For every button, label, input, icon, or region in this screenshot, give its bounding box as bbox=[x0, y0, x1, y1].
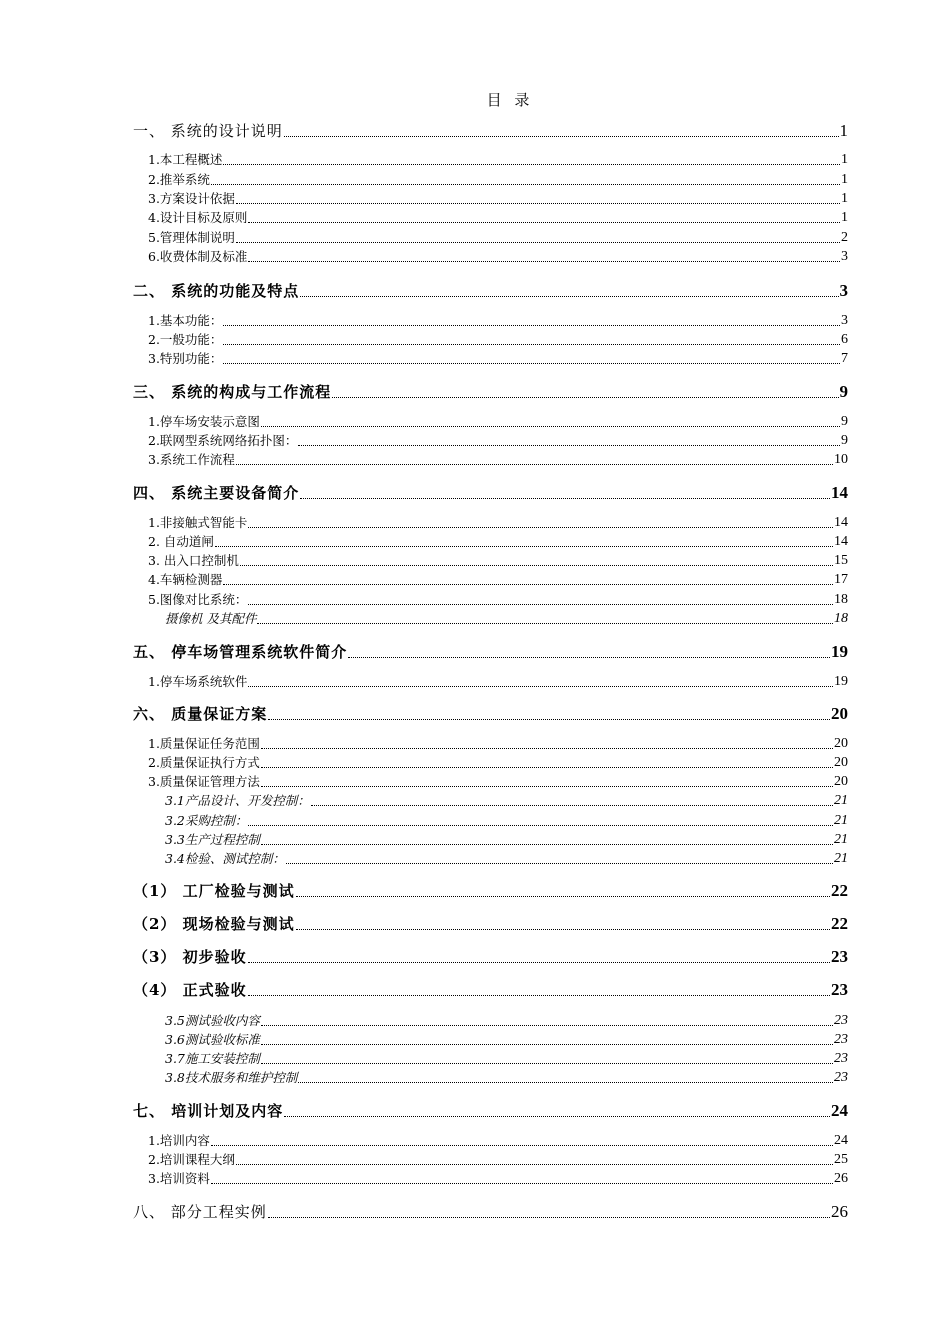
toc-entry-page-number: 23 bbox=[831, 980, 848, 999]
toc-entry-level-1[interactable] bbox=[133, 1201, 848, 1222]
toc-entry-page-number: 23 bbox=[831, 947, 848, 966]
toc-entry-label: 2.一般功能： bbox=[148, 332, 223, 347]
toc-entry-page-number: 9 bbox=[841, 414, 848, 429]
toc-entry-label: 摄像机 及其配件 bbox=[165, 611, 257, 626]
toc-entry-label: 3.6测试验收标准 bbox=[165, 1032, 260, 1047]
toc-entry-page-number: 21 bbox=[834, 851, 848, 866]
toc-entry-label: 3.3生产过程控制 bbox=[165, 832, 260, 847]
toc-entry-label: 三、 系统的构成与工作流程 bbox=[133, 383, 332, 401]
toc-entry-level-2[interactable] bbox=[148, 330, 848, 348]
toc-entry-page-number: 1 bbox=[841, 210, 848, 225]
toc-entry-level-2[interactable] bbox=[148, 349, 848, 367]
dot-leader bbox=[300, 498, 830, 499]
dot-leader bbox=[257, 623, 833, 624]
toc-entry-label: 2.联网型系统网络拓扑图： bbox=[148, 433, 298, 448]
toc-entry-page-number: 14 bbox=[831, 483, 848, 502]
toc-entry-page-number: 25 bbox=[834, 1152, 848, 1167]
toc-entry-label: 1.本工程概述 bbox=[148, 152, 223, 167]
toc-entry-page-number: 23 bbox=[834, 1013, 848, 1028]
toc-entry-page-number: 9 bbox=[839, 382, 848, 401]
toc-entry-level-3[interactable] bbox=[165, 849, 848, 867]
toc-entry-level-1[interactable] bbox=[133, 381, 848, 402]
toc-entry-label: 八、 部分工程实例 bbox=[133, 1203, 267, 1221]
toc-entry-level-3[interactable] bbox=[165, 811, 848, 829]
toc-entry-page-number: 21 bbox=[834, 813, 848, 828]
dot-leader bbox=[236, 1164, 833, 1165]
dot-leader bbox=[248, 604, 833, 605]
toc-entry-level-2[interactable] bbox=[148, 672, 848, 690]
dot-leader bbox=[332, 397, 838, 398]
toc-entry-level-1[interactable] bbox=[133, 979, 848, 1000]
dot-leader bbox=[261, 426, 840, 427]
toc-entry-level-1[interactable] bbox=[133, 703, 848, 724]
toc-entry-level-1[interactable] bbox=[133, 946, 848, 967]
toc-entry-label: 1.质量保证任务范围 bbox=[148, 736, 260, 751]
toc-entry-label: （2） 现场检验与测试 bbox=[133, 915, 295, 933]
toc-entry-label: 5.管理体制说明 bbox=[148, 230, 235, 245]
dot-leader bbox=[248, 962, 830, 963]
toc-entry-page-number: 24 bbox=[831, 1101, 848, 1120]
dot-leader bbox=[223, 344, 840, 345]
toc-entry-label: 3.1产品设计、开发控制： bbox=[165, 793, 310, 808]
toc-entry-page-number: 6 bbox=[841, 332, 848, 347]
toc-entry-level-2[interactable] bbox=[148, 1131, 848, 1149]
toc-entry-label: 2. 自动道闸 bbox=[148, 534, 214, 549]
dot-leader bbox=[296, 896, 830, 897]
toc-entry-level-2[interactable] bbox=[148, 753, 848, 771]
toc-entry-level-3[interactable] bbox=[165, 1011, 848, 1029]
toc-entry-label: （4） 正式验收 bbox=[133, 981, 247, 999]
toc-entry-page-number: 23 bbox=[834, 1070, 848, 1085]
toc-entry-page-number: 18 bbox=[834, 592, 848, 607]
toc-entry-page-number: 14 bbox=[834, 534, 848, 549]
dot-leader bbox=[286, 863, 833, 864]
toc-entry-page-number: 20 bbox=[834, 774, 848, 789]
dot-leader bbox=[223, 325, 840, 326]
dot-leader bbox=[215, 546, 833, 547]
toc-entry-page-number: 26 bbox=[834, 1171, 848, 1186]
toc-entry-page-number: 20 bbox=[831, 704, 848, 723]
toc-entry-label: 3.2采购控制： bbox=[165, 813, 248, 828]
dot-leader bbox=[261, 1025, 833, 1026]
toc-entry-page-number: 1 bbox=[841, 152, 848, 167]
toc-entry-label: 2.质量保证执行方式 bbox=[148, 755, 260, 770]
dot-leader bbox=[261, 767, 833, 768]
toc-entry-label: 六、 质量保证方案 bbox=[133, 705, 268, 723]
toc-entry-level-2[interactable] bbox=[148, 247, 848, 265]
toc-entry-label: 5.图像对比系统： bbox=[148, 592, 248, 607]
toc-entry-level-2[interactable] bbox=[148, 189, 848, 207]
dot-leader bbox=[298, 445, 840, 446]
toc-entry-page-number: 7 bbox=[841, 351, 848, 366]
dot-leader bbox=[248, 686, 833, 687]
dot-leader bbox=[348, 657, 830, 658]
toc-entry-level-1[interactable] bbox=[133, 641, 848, 662]
dot-leader bbox=[261, 844, 833, 845]
toc-entry-level-2[interactable] bbox=[148, 150, 848, 168]
toc-entry-page-number: 23 bbox=[834, 1051, 848, 1066]
toc-entry-page-number: 26 bbox=[831, 1202, 848, 1221]
toc-entry-level-1[interactable] bbox=[133, 913, 848, 934]
dot-leader bbox=[268, 1217, 830, 1218]
dot-leader bbox=[296, 929, 830, 930]
toc-entry-label: 3.系统工作流程 bbox=[148, 452, 235, 467]
toc-entry-page-number: 21 bbox=[834, 793, 848, 808]
toc-entry-label: 2.推举系统 bbox=[148, 172, 210, 187]
toc-entry-page-number: 1 bbox=[839, 121, 848, 140]
dot-leader bbox=[248, 825, 833, 826]
toc-entry-label: （1） 工厂检验与测试 bbox=[133, 882, 295, 900]
toc-entry-level-2[interactable] bbox=[148, 734, 848, 752]
toc-entry-level-2[interactable] bbox=[148, 513, 848, 531]
toc-entry-page-number: 19 bbox=[834, 674, 848, 689]
toc-entry-level-3[interactable] bbox=[165, 1030, 848, 1048]
dot-leader bbox=[211, 184, 840, 185]
toc-entry-level-3[interactable] bbox=[165, 1049, 848, 1067]
toc-entry-label: 1.非接触式智能卡 bbox=[148, 515, 248, 530]
toc-entry-level-1[interactable] bbox=[133, 1100, 848, 1121]
dot-leader bbox=[298, 1082, 833, 1083]
toc-entry-page-number: 21 bbox=[834, 832, 848, 847]
toc-entry-level-2[interactable] bbox=[148, 311, 848, 329]
toc-entry-level-1[interactable] bbox=[133, 280, 848, 301]
toc-entry-page-number: 1 bbox=[841, 172, 848, 187]
dot-leader bbox=[311, 805, 833, 806]
dot-leader bbox=[248, 527, 833, 528]
dot-leader bbox=[248, 222, 840, 223]
toc-entry-label: 1.培训内容 bbox=[148, 1133, 210, 1148]
toc-entry-level-1[interactable] bbox=[133, 880, 848, 901]
toc-entry-level-2[interactable] bbox=[148, 208, 848, 226]
toc-entry-page-number: 18 bbox=[834, 611, 848, 626]
dot-leader bbox=[284, 136, 839, 137]
toc-entry-page-number: 9 bbox=[841, 433, 848, 448]
toc-entry-page-number: 20 bbox=[834, 755, 848, 770]
toc-entry-label: 一、 系统的设计说明 bbox=[133, 122, 283, 140]
toc-entry-page-number: 20 bbox=[834, 736, 848, 751]
toc-entry-level-2[interactable] bbox=[148, 431, 848, 449]
toc-entry-level-2[interactable] bbox=[148, 590, 848, 608]
toc-entry-label: 1.停车场安装示意图 bbox=[148, 414, 260, 429]
toc-entry-label: 3.特别功能： bbox=[148, 351, 223, 366]
dot-leader bbox=[261, 748, 833, 749]
toc-entry-page-number: 10 bbox=[834, 452, 848, 467]
toc-entry-level-2[interactable] bbox=[148, 412, 848, 430]
toc-entry-label: 4.设计目标及原则 bbox=[148, 210, 248, 225]
dot-leader bbox=[236, 203, 840, 204]
toc-entry-page-number: 22 bbox=[831, 914, 848, 933]
toc-entry-level-2[interactable] bbox=[148, 1169, 848, 1187]
dot-leader bbox=[223, 584, 833, 585]
toc-entry-level-2[interactable] bbox=[148, 450, 848, 468]
toc-entry-page-number: 1 bbox=[841, 191, 848, 206]
dot-leader bbox=[240, 565, 833, 566]
dot-leader bbox=[248, 995, 830, 996]
toc-entry-label: 1.基本功能： bbox=[148, 313, 223, 328]
toc-entry-label: 1.停车场系统软件 bbox=[148, 674, 248, 689]
toc-entry-level-2[interactable] bbox=[148, 570, 848, 588]
toc-entry-label: 3.培训资料 bbox=[148, 1171, 210, 1186]
toc-entry-label: 3. 出入口控制机 bbox=[148, 553, 239, 568]
dot-leader bbox=[211, 1145, 833, 1146]
toc-entry-label: 3.5测试验收内容 bbox=[165, 1013, 260, 1028]
toc-entry-page-number: 3 bbox=[839, 281, 848, 300]
toc-entry-level-2[interactable] bbox=[148, 1150, 848, 1168]
toc-entry-label: 2.培训课程大纲 bbox=[148, 1152, 235, 1167]
toc-entry-level-1[interactable] bbox=[133, 120, 848, 141]
toc-entry-level-2[interactable] bbox=[148, 551, 848, 569]
toc-entry-page-number: 23 bbox=[834, 1032, 848, 1047]
toc-entry-page-number: 15 bbox=[834, 553, 848, 568]
toc-entry-level-2[interactable] bbox=[148, 228, 848, 246]
toc-title: 目 录 bbox=[486, 91, 534, 109]
toc-entry-level-3[interactable] bbox=[165, 830, 848, 848]
dot-leader bbox=[211, 1183, 833, 1184]
toc-entry-label: 3.7施工安装控制 bbox=[165, 1051, 260, 1066]
toc-entry-page-number: 19 bbox=[831, 642, 848, 661]
toc-entry-level-3[interactable] bbox=[165, 1068, 848, 1086]
toc-entry-label: 3.方案设计依据 bbox=[148, 191, 235, 206]
dot-leader bbox=[248, 261, 840, 262]
dot-leader bbox=[261, 1063, 833, 1064]
dot-leader bbox=[223, 164, 840, 165]
toc-entry-page-number: 3 bbox=[841, 249, 848, 264]
toc-entry-page-number: 17 bbox=[834, 572, 848, 587]
dot-leader bbox=[236, 464, 833, 465]
toc-entry-page-number: 2 bbox=[841, 230, 848, 245]
toc-entry-level-1[interactable] bbox=[133, 482, 848, 503]
toc-entry-level-2[interactable] bbox=[148, 170, 848, 188]
toc-entry-label: 3.4检验、测试控制： bbox=[165, 851, 285, 866]
toc-entry-page-number: 22 bbox=[831, 881, 848, 900]
toc-entry-level-2[interactable] bbox=[148, 532, 848, 550]
dot-leader bbox=[284, 1116, 830, 1117]
toc-entry-label: 二、 系统的功能及特点 bbox=[133, 282, 300, 300]
toc-entry-level-2[interactable] bbox=[148, 772, 848, 790]
toc-entry-label: 3.8技术服务和维护控制 bbox=[165, 1070, 298, 1085]
toc-entry-label: 4.车辆检测器 bbox=[148, 572, 223, 587]
dot-leader bbox=[300, 296, 838, 297]
toc-entry-label: 6.收费体制及标准 bbox=[148, 249, 248, 264]
dot-leader bbox=[261, 1044, 833, 1045]
toc-entry-label: 五、 停车场管理系统软件简介 bbox=[133, 643, 348, 661]
toc-entry-label: 四、 系统主要设备简介 bbox=[133, 484, 300, 502]
toc-entry-label: 3.质量保证管理方法 bbox=[148, 774, 260, 789]
dot-leader bbox=[236, 242, 840, 243]
dot-leader bbox=[223, 363, 840, 364]
toc-entry-page-number: 3 bbox=[841, 313, 848, 328]
toc-entry-level-3[interactable] bbox=[165, 791, 848, 809]
toc-entry-page-number: 24 bbox=[834, 1133, 848, 1148]
toc-entry-level-3[interactable] bbox=[165, 609, 848, 627]
dot-leader bbox=[261, 786, 833, 787]
toc-entry-page-number: 14 bbox=[834, 515, 848, 530]
dot-leader bbox=[268, 719, 830, 720]
toc-entry-label: （3） 初步验收 bbox=[133, 948, 247, 966]
toc-entry-label: 七、 培训计划及内容 bbox=[133, 1102, 284, 1120]
